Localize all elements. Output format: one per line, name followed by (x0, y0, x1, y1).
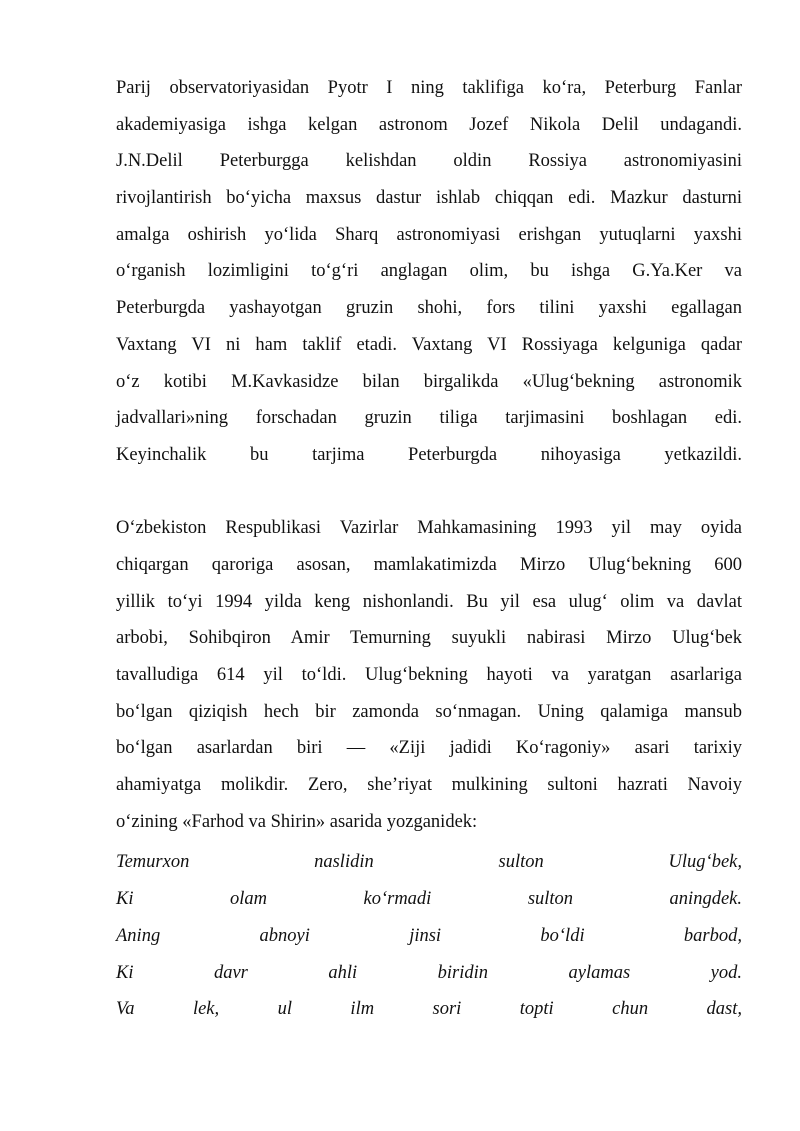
poem-line: Temurxon naslidin sulton Ulug‘bek, (116, 852, 742, 873)
text-line: bo‘lgan asarlardan biri — «Ziji jadidi Ko‘ragoniy» asari tarixiy (116, 738, 742, 759)
text-line: bo‘lgan qiziqish hech bir zamonda so‘nmagan. Uning qalamiga mansub (116, 701, 742, 722)
text-line: rivojlantirish bo‘yicha maxsus dastur ishlab chiqqan edi. Mazkur dasturni (116, 188, 742, 209)
poem-line: Aning abnoyi jinsi bo‘ldi barbod, (116, 925, 742, 946)
text-line: yillik to‘yi 1994 yilda keng nishonlandi. Bu yil esa ulug‘ olim va davlat (116, 591, 742, 612)
text-line: Peterburgda yashayotgan gruzin shohi, fors tilini yaxshi egallagan (116, 298, 742, 319)
text-line: o‘z kotibi M.Kavkasidze bilan birgalikda «Ulug‘bekning astronomik (116, 371, 742, 392)
text-line: tavalludiga 614 yil to‘ldi. Ulug‘bekning hayoti va yaratgan asarlariga (116, 665, 742, 685)
poem-line: Ki davr ahli biridin aylamas yod. (116, 962, 742, 983)
poem-quote (116, 844, 742, 1027)
text-line: Keyinchalik bu tarjima Peterburgda nihoyasiga yetkazildi. (116, 444, 742, 465)
poem-line: Va lek, ul ilm sori topti chun dast, (116, 999, 742, 1020)
text-line: amalga oshirish yo‘lida Sharq astronomiyasi erishgan yutuqlarni yaxshi (116, 224, 742, 245)
text-line: J.N.Delil Peterburgga kelishdan oldin Rossiya astronomiyasini (116, 151, 742, 172)
paragraph-ulugbek (116, 510, 742, 840)
text-line: Parij observatoriyasidan Pyotr I ning taklifiga ko‘ra, Peterburg Fanlar (116, 78, 742, 98)
poem-line: Ki olam ko‘rmadi sulton aningdek. (116, 889, 742, 910)
paragraph-delil (116, 70, 742, 474)
text-line: chiqargan qaroriga asosan, mamlakatimizda Mirzo Ulug‘bekning 600 (116, 554, 742, 575)
text-line: O‘zbekiston Respublikasi Vazirlar Mahkamasining 1993 yil may oyida (116, 518, 742, 539)
text-line: arbobi, Sohibqiron Amir Temurning suyukli nabirasi Mirzo Ulug‘bek (116, 628, 742, 649)
text-line: Vaxtang VI ni ham taklif etadi. Vaxtang VI Rossiyaga kelguniga qadar (116, 334, 742, 355)
text-line: o‘zining «Farhod va Shirin» asarida yozganidek: (116, 811, 478, 832)
text-line: ahamiyatga molikdir. Zero, she’riyat mulkining sultoni hazrati Navoiy (116, 775, 742, 796)
text-line: o‘rganish lozimligini to‘g‘ri anglagan olim, bu ishga G.Ya.Ker va (116, 261, 742, 282)
text-line: jadvallari»ning forschadan gruzin tiliga tarjimasini boshlagan edi. (116, 408, 742, 429)
document-page (116, 70, 742, 1028)
text-line: akademiyasiga ishga kelgan astronom Jozef Nikola Delil undagandi. (116, 114, 742, 135)
paragraph-gap (116, 474, 742, 511)
